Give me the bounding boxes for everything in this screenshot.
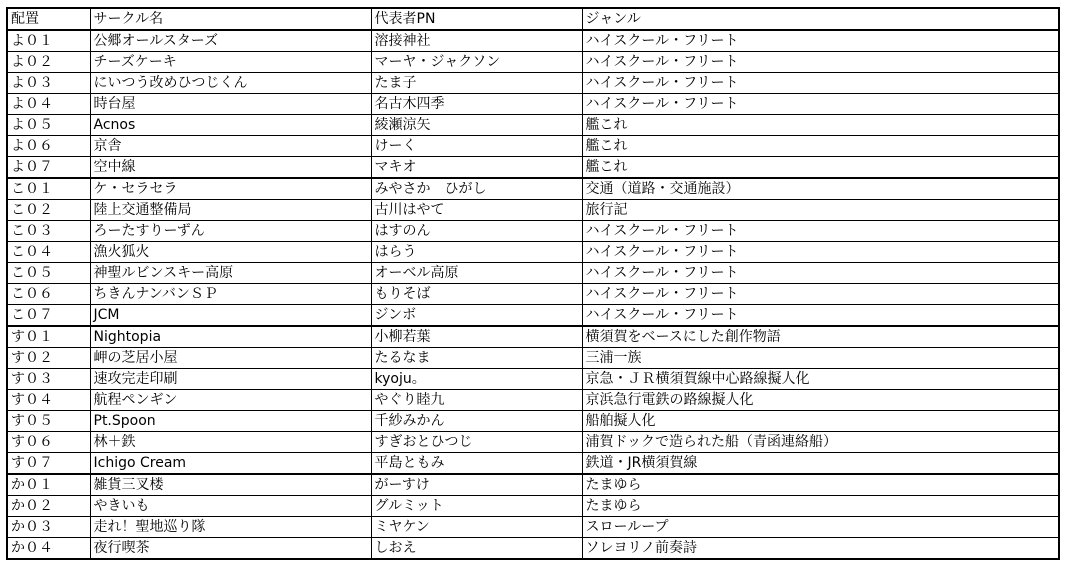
cell-circle-name: 速攻完走印刷 [90,369,371,390]
cell-location: す０４ [7,390,90,411]
cell-representative: しおえ [371,538,582,560]
cell-genre: 交通（道路・交通施設） [582,178,1059,200]
cell-representative: みやさか ひがし [371,178,582,200]
cell-location: よ０１ [7,30,90,52]
table-row [7,538,1059,560]
cell-representative: やぐり睦九 [371,390,582,411]
cell-representative: 溶接神社 [371,30,582,52]
cell-representative: マキオ [371,157,582,179]
table-row [7,52,1059,73]
header-cell-genre: ジャンル [582,8,1059,30]
cell-genre: 浦賀ドックで造られた船（青函連絡船） [582,432,1059,453]
table-row [7,326,1059,348]
cell-circle-name: 時台屋 [90,94,371,115]
cell-genre: ハイスクール・フリート [582,94,1059,115]
header-cell-location: 配置 [7,8,90,30]
cell-representative: たるなま [371,348,582,369]
cell-circle-name: ちきんナンバンＳＰ [90,284,371,305]
cell-circle-name: Nightopia [90,326,371,348]
cell-circle-name: 神聖ルビンスキー高原 [90,263,371,284]
cell-circle-name: 陸上交通整備局 [90,200,371,221]
cell-representative: すぎおとひつじ [371,432,582,453]
table-row [7,115,1059,136]
header-row [7,8,1059,30]
cell-representative: けーく [371,136,582,157]
table-row [7,474,1059,496]
cell-location: こ０５ [7,263,90,284]
cell-representative: ミヤケン [371,517,582,538]
cell-representative: 平島ともみ [371,453,582,475]
cell-representative: kyoju。 [371,369,582,390]
cell-genre: 艦これ [582,115,1059,136]
cell-representative: 小柳若葉 [371,326,582,348]
cell-representative: もりそば [371,284,582,305]
cell-location: よ０７ [7,157,90,179]
cell-location: す０６ [7,432,90,453]
table-row [7,348,1059,369]
cell-location: か０２ [7,496,90,517]
circle-list-table [6,7,1060,560]
cell-genre: 旅行記 [582,200,1059,221]
cell-circle-name: 航程ペンギン [90,390,371,411]
table-row [7,453,1059,475]
cell-genre: 横須賀をベースにした創作物語 [582,326,1059,348]
cell-circle-name: 雑貨三叉楼 [90,474,371,496]
cell-location: か０３ [7,517,90,538]
table-row [7,369,1059,390]
cell-genre: スローループ [582,517,1059,538]
cell-location: こ０１ [7,178,90,200]
cell-genre: 艦これ [582,136,1059,157]
table-row [7,517,1059,538]
cell-genre: 京浜急行電鉄の路線擬人化 [582,390,1059,411]
cell-genre: たまゆら [582,496,1059,517]
cell-genre: ソレヨリノ前奏詩 [582,538,1059,560]
cell-genre: 艦これ [582,157,1059,179]
table-row [7,496,1059,517]
table-row [7,200,1059,221]
header-cell-representative: 代表者PN [371,8,582,30]
cell-location: こ０２ [7,200,90,221]
cell-location: す０１ [7,326,90,348]
cell-genre: 船舶擬人化 [582,411,1059,432]
cell-location: よ０５ [7,115,90,136]
cell-genre: ハイスクール・フリート [582,30,1059,52]
cell-circle-name: 公郷オールスターズ [90,30,371,52]
cell-representative: 千紗みかん [371,411,582,432]
cell-location: す０５ [7,411,90,432]
cell-representative: 綾瀬涼矢 [371,115,582,136]
cell-representative: オーベル高原 [371,263,582,284]
cell-representative: はすのん [371,221,582,242]
cell-genre: たまゆら [582,474,1059,496]
cell-circle-name: 走れ！聖地巡り隊 [90,517,371,538]
table-row [7,390,1059,411]
cell-genre: 京急・ＪＲ横須賀線中心路線擬人化 [582,369,1059,390]
cell-circle-name: 京舎 [90,136,371,157]
cell-location: こ０３ [7,221,90,242]
cell-circle-name: にいつう改めひつじくん [90,73,371,94]
cell-location: こ０４ [7,242,90,263]
cell-genre: ハイスクール・フリート [582,284,1059,305]
cell-circle-name: チーズケーキ [90,52,371,73]
cell-circle-name: 夜行喫茶 [90,538,371,560]
cell-circle-name: ケ・セラセラ [90,178,371,200]
cell-circle-name: ろーたすりーずん [90,221,371,242]
cell-location: よ０６ [7,136,90,157]
table-row [7,411,1059,432]
table-row [7,157,1059,179]
cell-representative: マーヤ・ジャクソン [371,52,582,73]
cell-genre: ハイスクール・フリート [582,73,1059,94]
cell-genre: ハイスクール・フリート [582,263,1059,284]
cell-location: よ０４ [7,94,90,115]
header-cell-circle-name: サークル名 [90,8,371,30]
table-row [7,242,1059,263]
table-row [7,178,1059,200]
cell-location: か０４ [7,538,90,560]
table-row [7,263,1059,284]
cell-location: よ０２ [7,52,90,73]
table-row [7,136,1059,157]
cell-representative: 名古木四季 [371,94,582,115]
table-row [7,432,1059,453]
table-row [7,221,1059,242]
cell-genre: 鉄道・JR横須賀線 [582,453,1059,475]
cell-location: す０３ [7,369,90,390]
cell-location: よ０３ [7,73,90,94]
table-row [7,305,1059,327]
table-row [7,284,1059,305]
cell-genre: ハイスクール・フリート [582,305,1059,327]
cell-genre: ハイスクール・フリート [582,242,1059,263]
cell-circle-name: 漁火狐火 [90,242,371,263]
cell-genre: ハイスクール・フリート [582,221,1059,242]
cell-genre: 三浦一族 [582,348,1059,369]
cell-representative: 古川はやて [371,200,582,221]
table-row [7,30,1059,52]
cell-genre: ハイスクール・フリート [582,52,1059,73]
cell-representative: たま子 [371,73,582,94]
cell-representative: ジンボ [371,305,582,327]
cell-circle-name: Acnos [90,115,371,136]
cell-representative: はらう [371,242,582,263]
cell-location: か０１ [7,474,90,496]
cell-circle-name: Pt.Spoon [90,411,371,432]
cell-circle-name: 岬の芝居小屋 [90,348,371,369]
cell-location: す０７ [7,453,90,475]
cell-circle-name: 空中線 [90,157,371,179]
cell-circle-name: JCM [90,305,371,327]
cell-representative: がーすけ [371,474,582,496]
table-row [7,94,1059,115]
cell-location: す０２ [7,348,90,369]
cell-representative: グルミット [371,496,582,517]
cell-circle-name: Ichigo Cream [90,453,371,475]
cell-location: こ０７ [7,305,90,327]
cell-circle-name: 林＋鉄 [90,432,371,453]
cell-circle-name: やきいも [90,496,371,517]
table-row [7,73,1059,94]
cell-location: こ０６ [7,284,90,305]
